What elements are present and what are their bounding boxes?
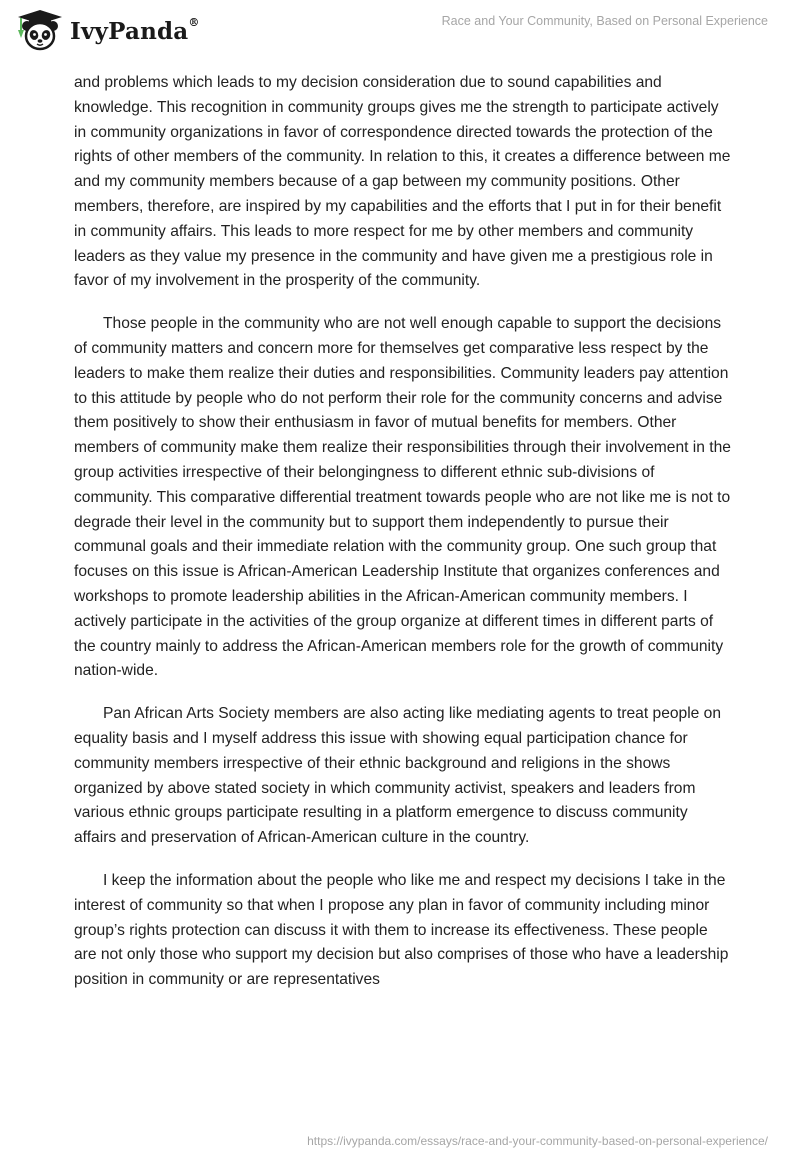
essay-paragraph: Those people in the community who are not well enough capable to support the decisions of community matters and concern more for themselves get comparative less respect by the leaders to make them realize their duties and responsibilities. Community leaders pay attention to this attitude by people who do not perform their role for the community concerns and advise them positively to show their enthusiasm in favor of mutual benefits for members. Other members of community make them realize their responsibilities through their involvement in the group activities irrespective of their belongingness to different ethnic sub-divisions of community. This comparative differential treatment towards people who are not like me is not to degrade their level in the community but to support them independently to pursue their communal goals and their immediate relation with the community group. One such group that focuses on this issue is African-American Leadership Institute that organizes conferences and workshops to promote leadership abilities in the African-American community members. I actively participate in the activities of the group organize at different times in different parts of the country mainly to address the African-American members role for the growth of community nation-wide. [74,315,731,680]
panda-graduation-cap-icon [14,8,66,52]
document-title: Race and Your Community, Based on Personal Experience [441,14,768,28]
essay-paragraph: Pan African Arts Society members are also acting like mediating agents to treat people on equality basis and I myself address this issue with showing equal participation chance for community members irrespective of their ethnic background and religions in the shows organized by above stated society in which community activist, speakers and leaders from various ethnic groups participate resulting in a platform emergence to discuss community affairs and preservation of African-American culture in the country. [74,705,722,847]
page-header [0,0,800,70]
essay-body [74,71,734,1011]
essay-paragraph: and problems which leads to my decision consideration due to sound capabilities and knowledge. This recognition in community groups gives me the strength to participate actively in community organizations in favor of correspondence directed towards the protection of the rights of other members of the community. In relation to this, it creates a difference between me and my community members because of a gap between my community positions. Other members, therefore, are inspired by my capabilities and the efforts that I put in for their benefit in community affairs. This leads to more respect for me by other members and community leaders as they value my presence in the community and have given me a prestigious role in favor of my involvement in the prosperity of the community. [74,74,731,290]
ivypanda-logo[interactable] [14,8,200,52]
logo-name: IvyPanda [70,17,189,45]
source-url[interactable]: https://ivypanda.com/essays/race-and-your-community-based-on-personal-experience/ [307,1134,768,1148]
registered-mark: ® [188,15,200,29]
essay-paragraph: I keep the information about the people who like me and respect my decisions I take in the interest of community so that when I propose any plan in favor of community including minor group’s rights protection can discuss it with them to increase its effectiveness. These people are not only those who support my decision but also comprises of those who have a leadership position in community or are representatives [74,871,729,989]
logo-wordmark [70,15,200,45]
